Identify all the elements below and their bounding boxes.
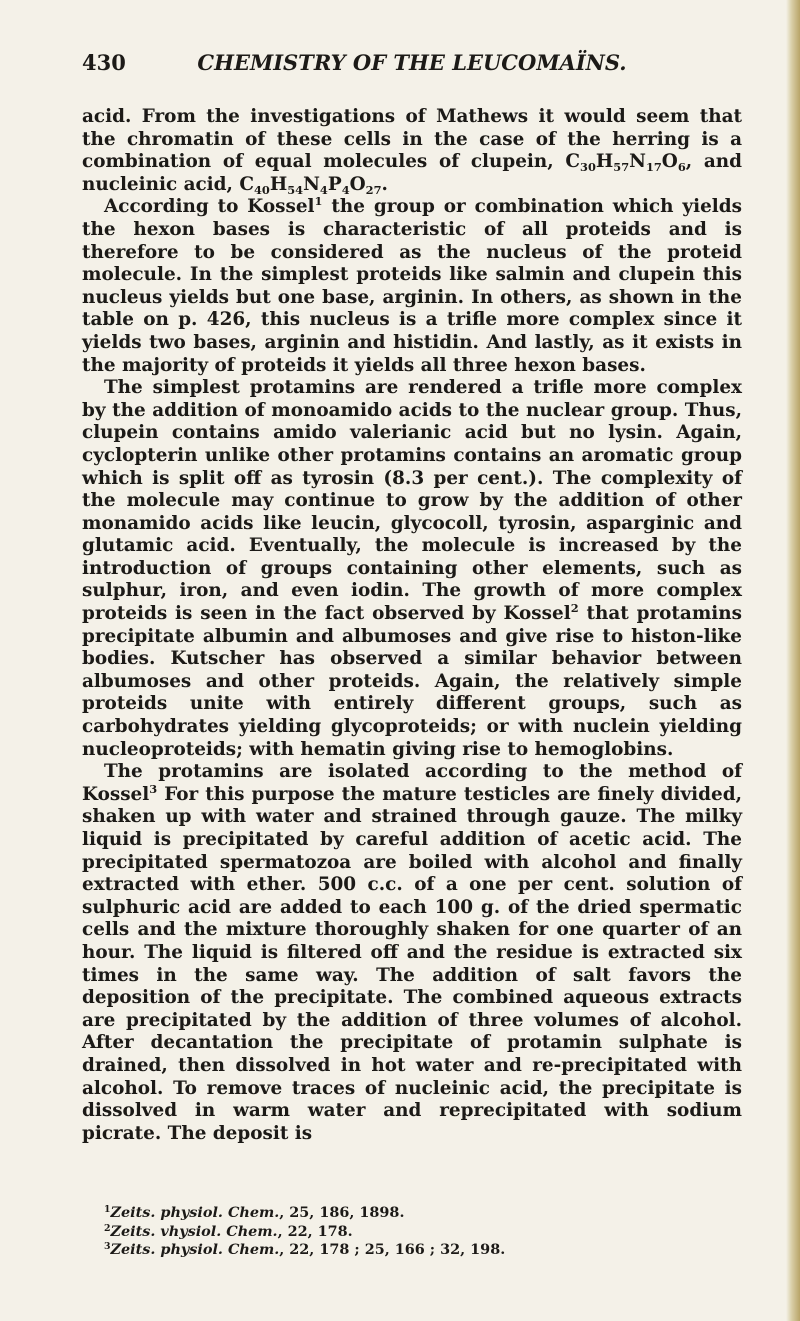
footnote-2 bbox=[104, 1223, 724, 1242]
body-text bbox=[82, 106, 742, 1145]
subscript: 4 bbox=[341, 182, 350, 197]
paragraph-1 bbox=[82, 106, 742, 196]
paragraph-4 bbox=[82, 761, 742, 1145]
page-edge bbox=[786, 0, 800, 1321]
footnote-mark: 3 bbox=[104, 1241, 111, 1252]
text-run: , and nucleinic acid, C bbox=[82, 151, 743, 195]
page-number: 430 bbox=[82, 50, 126, 75]
text-run: the group or combination which yields the hexon bases is characteristic of all proteids and is therefore to be considered as the nucleus of the proteid molecule. In the simplest proteids like salmin and clupein this nucleus yields but one base, arginin. In others, as shown in the table on p. 426, this nucleus is a trifle more complex since it yields two bases, arginin and histidin. And lastly, as it exists in the majority of proteids it yields all three hexon bases. bbox=[82, 196, 742, 376]
footnotes bbox=[104, 1204, 724, 1260]
footnote-mark: 1 bbox=[104, 1204, 111, 1215]
subscript: 27 bbox=[365, 182, 382, 197]
text-run: The simplest protamins are rendered a trifle more complex by the addition of monoamido acids to the nuclear group. Thus, clupein contains amido valerianic acid but no lysin. Again, cyclopterin unlike other protamins contains an aromatic group which is split off as tyrosin (8.3 per cent.). The complexity of the molecule may continue to grow by the addition of other monamido acids like leucin, glycocoll, tyrosin, asparginic and glutamic acid. Eventually, the molecule is increased by the introduction of groups containing other elements, such as sulphur, iron, and even iodin. The growth of more complex proteids is seen in the fact observed by Kossel bbox=[82, 377, 742, 625]
running-header bbox=[82, 50, 742, 78]
footnote-1 bbox=[104, 1204, 724, 1223]
element-symbol: P bbox=[327, 173, 342, 195]
element-symbol: O bbox=[661, 151, 678, 173]
element-symbol: N bbox=[629, 151, 646, 173]
element-symbol: H bbox=[269, 173, 288, 195]
subscript: 54 bbox=[287, 182, 304, 197]
text-run: that protamins precipitate albumin and albumoses and give rise to histon-like bodies. Kutscher has observed a similar behavior between albumoses and other proteids. Again, the relatively simple proteids unite with entirely different groups, such as carbohydrates yielding glycoproteids; or with nuclein yielding nucleoproteids; with hematin giving rise to hemoglobins. bbox=[82, 603, 742, 760]
footnote-ref[interactable]: 2 bbox=[570, 601, 579, 616]
text-run: acid. From the investigations of Mathews it would seem that the chromatin of these cells in the case of the herring is a combination of equal molecules of clupein, C bbox=[82, 106, 742, 173]
citation: , 22, 178 ; 25, 166 ; 32, 198. bbox=[279, 1241, 506, 1258]
element-symbol: N bbox=[303, 173, 320, 195]
text-run: The protamins are isolated according to the method of Kossel bbox=[82, 761, 742, 805]
subscript: 30 bbox=[580, 160, 596, 175]
subscript: 4 bbox=[319, 182, 328, 197]
citation: , 22, 178. bbox=[277, 1222, 353, 1240]
text-run: According to Kossel bbox=[104, 196, 315, 218]
text-run: . bbox=[381, 173, 388, 195]
subscript: 17 bbox=[645, 160, 662, 175]
journal-title: Zeits. vhysiol. Chem. bbox=[110, 1222, 278, 1240]
footnote-ref[interactable]: 1 bbox=[314, 194, 323, 209]
subscript: 40 bbox=[253, 182, 270, 197]
running-title: CHEMISTRY OF THE LEUCOMAÏNS. bbox=[197, 50, 627, 75]
journal-title: Zeits. physiol. Chem. bbox=[110, 1204, 280, 1221]
subscript: 57 bbox=[613, 160, 630, 175]
citation: , 25, 186, 1898. bbox=[279, 1204, 405, 1221]
footnote-mark: 2 bbox=[104, 1222, 111, 1234]
journal-title: Zeits. physiol. Chem. bbox=[110, 1241, 280, 1258]
text-run: For this purpose the mature testicles are finely divided, shaken up with water and strained through gauze. The milky liquid is precipitated by careful addition of acetic acid. The precipitated spermatozoa are boiled with alcohol and finally extracted with ether. 500 c.c. of a one per cent. solution of sulphuric acid are added to each 100 g. of the dried spermatic cells and the mixture thoroughly shaken for one quarter of an hour. The liquid is filtered off and the residue is extracted six times in the same way. The addition of salt favors the deposition of the precipitate. The combined aqueous extracts are precipitated by the addition of three volumes of alcohol. After decantation the precipitate of protamin sulphate is drained, then dissolved in hot water and re-precipitated with alcohol. To remove traces of nucleinic acid, the precipitate is dissolved in warm water and reprecipitated with sodium picrate. The deposit is bbox=[82, 783, 742, 1144]
paragraph-2 bbox=[82, 196, 742, 377]
paragraph-3 bbox=[82, 377, 742, 761]
element-symbol: H bbox=[595, 151, 614, 173]
element-symbol: O bbox=[349, 173, 366, 195]
subscript: 6 bbox=[677, 160, 686, 175]
footnote-3 bbox=[104, 1241, 724, 1260]
footnote-ref[interactable]: 3 bbox=[149, 781, 158, 796]
